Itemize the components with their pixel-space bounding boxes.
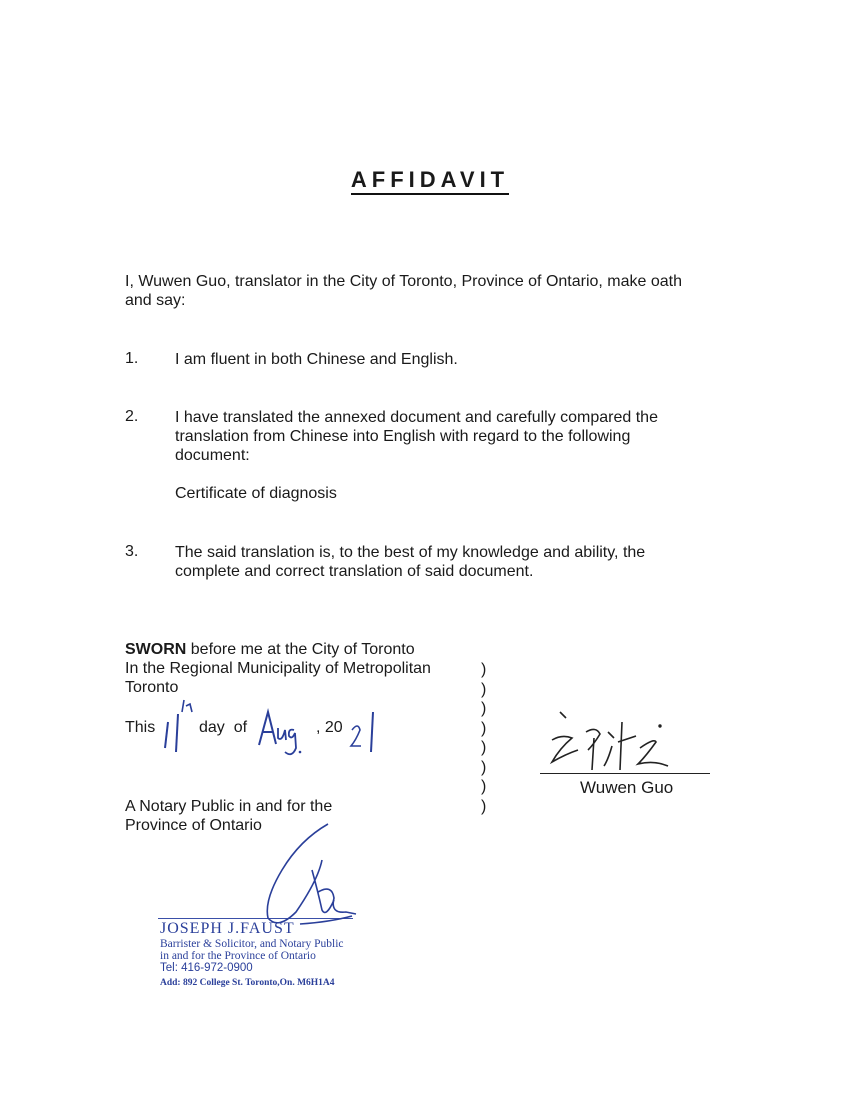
this-label: This <box>125 719 156 736</box>
signatory-name: Wuwen Guo <box>580 778 674 797</box>
day-of-label: day of <box>199 719 248 736</box>
sworn-bold: SWORN <box>125 641 187 658</box>
paren: ) <box>481 739 487 756</box>
stamp-line-2: in and for the Province of Ontario <box>160 950 316 962</box>
notary-line-2: Province of Ontario <box>125 817 262 834</box>
stamp-tel: Tel: 416-972-0900 <box>160 962 253 974</box>
document-name: Certificate of diagnosis <box>175 485 337 502</box>
item-1-text: I am fluent in both Chinese and English. <box>175 351 458 368</box>
item-3-line-1: The said translation is, to the best of my knowledge and ability, the <box>175 544 646 561</box>
item-3-line-2: complete and correct translation of said document. <box>175 563 534 580</box>
handwritten-month <box>259 712 301 754</box>
stamp-address: Add: 892 College St. Toronto,On. M6H1A4 <box>160 978 335 988</box>
paren: ) <box>481 680 487 698</box>
sworn-line-2: In the Regional Municipality of Metropolitan <box>125 660 431 677</box>
item-2-number: 2. <box>125 408 139 425</box>
item-2-line-2: translation from Chinese into English with regard to the following <box>175 428 631 445</box>
notary-line-1: A Notary Public in and for the <box>125 798 333 815</box>
intro-line-2: and say: <box>125 292 186 309</box>
paren: ) <box>481 758 487 776</box>
document-title: AFFIDAVIT <box>0 167 860 193</box>
paren: ) <box>481 797 487 815</box>
signatory-signature <box>552 712 668 770</box>
handwritten-year <box>351 712 373 752</box>
handwritten-day <box>165 700 192 752</box>
notary-signature <box>267 824 356 924</box>
stamp-line-1: Barrister & Solicitor, and Notary Public <box>160 938 344 950</box>
item-1-number: 1. <box>125 350 139 367</box>
sworn-line-3: Toronto <box>125 679 179 696</box>
paren: ) <box>481 661 487 678</box>
stamp-name: JOSEPH J.FAUST <box>160 920 295 937</box>
item-3-number: 3. <box>125 543 139 560</box>
paren: ) <box>481 778 487 795</box>
paren: ) <box>481 719 487 737</box>
intro-line-1: I, Wuwen Guo, translator in the City of Toronto, Province of Ontario, make oath <box>125 273 683 290</box>
item-2-line-1: I have translated the annexed document and carefully compared the <box>175 409 658 426</box>
sworn-line-1-rest: before me at the City of Toronto <box>186 641 415 658</box>
year-prefix: , 20 <box>316 719 343 736</box>
paren: ) <box>481 700 487 717</box>
item-2-line-3: document: <box>175 447 250 464</box>
